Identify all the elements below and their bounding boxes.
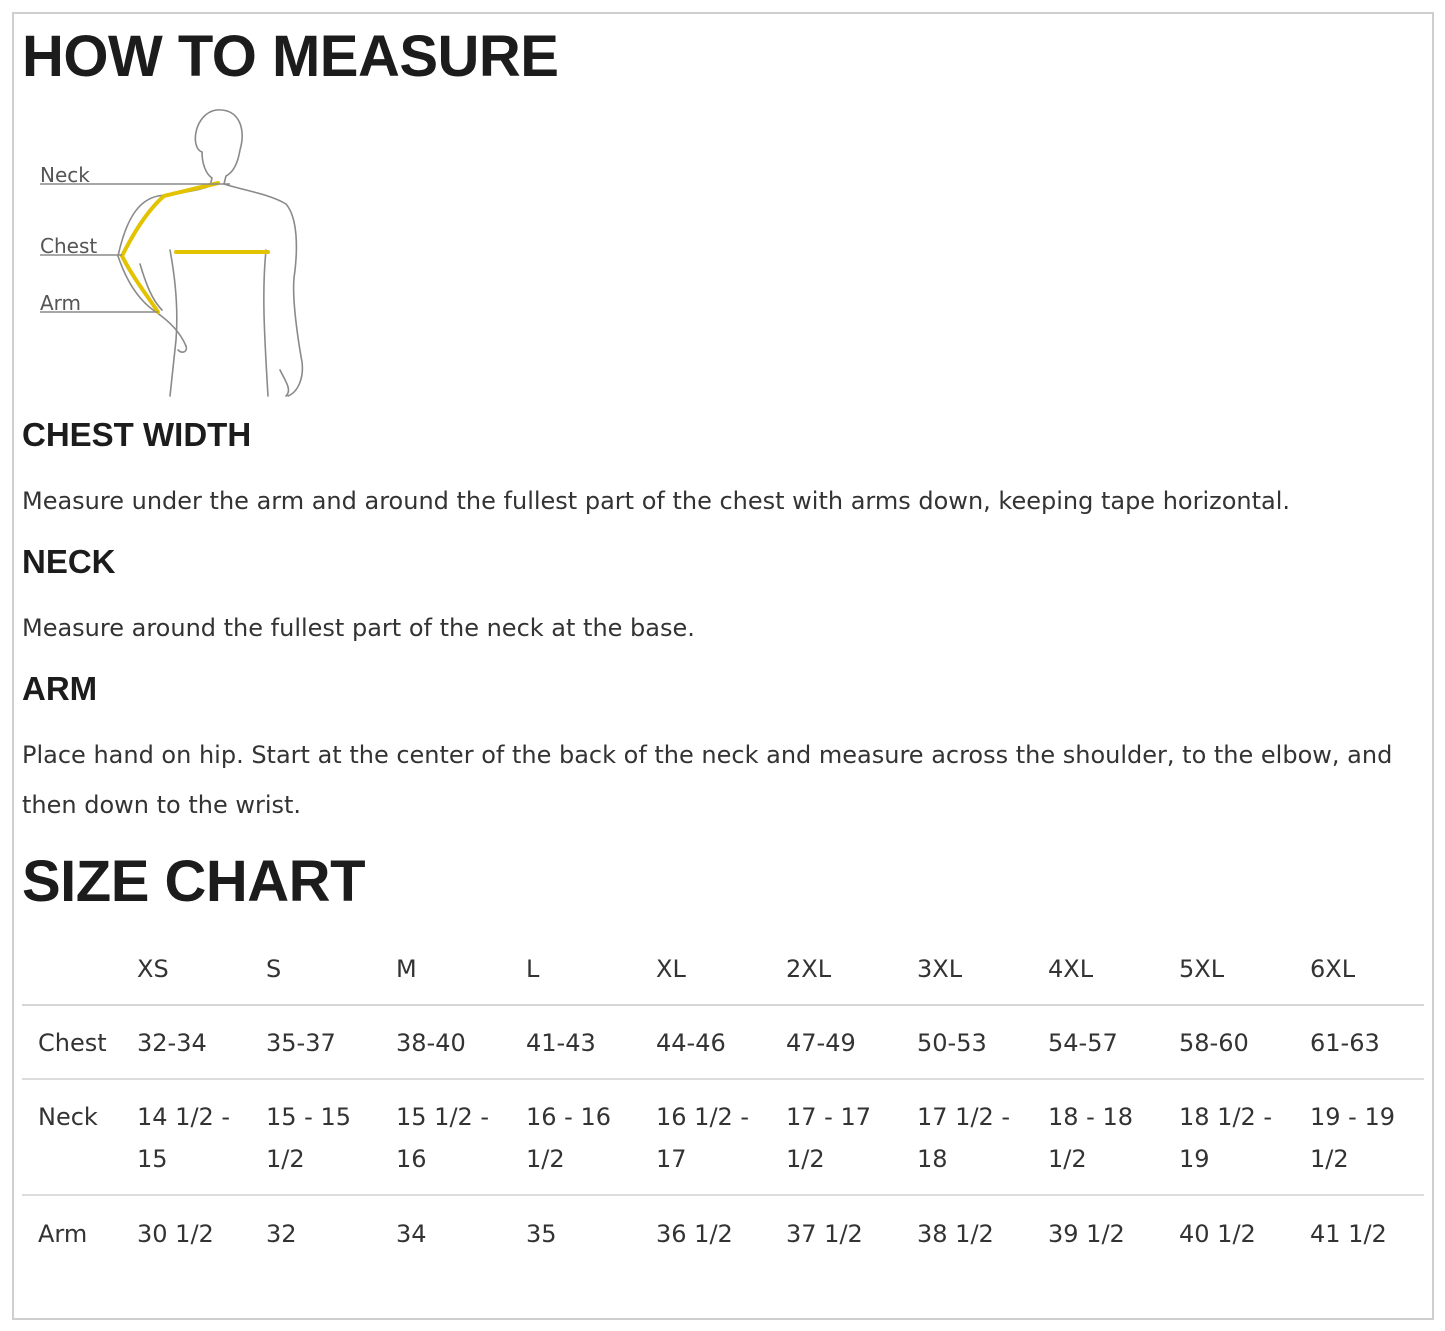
chest-width-heading: CHEST WIDTH (22, 416, 252, 453)
table-cell: 18 - 18 1/2 (1048, 1079, 1179, 1195)
arm-text: Place hand on hip. Start at the center of the back of the neck and measure across the shoulder, to the elbow, and then down to the wrist. (22, 741, 1393, 819)
table-row-neck (22, 1079, 1424, 1195)
header-cell: M (396, 935, 526, 1005)
table-cell: 36 1/2 (656, 1220, 733, 1248)
table-cell: 32-34 (137, 1005, 266, 1079)
table-cell: 34 (396, 1220, 427, 1248)
chest-width-text: Measure under the arm and around the fullest part of the chest with arms down, keeping tape horizontal. (22, 487, 1291, 515)
table-cell: 39 1/2 (1048, 1220, 1125, 1248)
header-cell: XL (656, 935, 786, 1005)
header-cell: L (526, 935, 656, 1005)
table-cell: 38-40 (396, 1005, 526, 1079)
header-cell: XS (137, 935, 266, 1005)
table-cell: 15 1/2 - 16 (396, 1079, 526, 1195)
table-cell: 30 1/2 (137, 1220, 214, 1248)
table-cell: 17 - 17 1/2 (786, 1079, 917, 1195)
table-cell: 35 (526, 1220, 557, 1248)
table-row-chest (22, 1005, 1424, 1079)
header-cell: 3XL (917, 935, 1048, 1005)
table-row-arm (22, 1195, 1424, 1271)
table-cell: 41-43 (526, 1005, 656, 1079)
table-cell: 14 1/2 - 15 (137, 1079, 266, 1195)
how-to-measure-title: HOW TO MEASURE (22, 24, 559, 89)
header-cell: 6XL (1310, 935, 1424, 1005)
size-chart-title: SIZE CHART (22, 849, 365, 914)
table-cell: 32 (266, 1220, 297, 1248)
figure-label-arm: Arm (40, 291, 82, 315)
row-label: Arm (38, 1220, 88, 1248)
table-cell: 15 - 15 1/2 (266, 1079, 396, 1195)
table-cell: 16 1/2 - 17 (656, 1079, 786, 1195)
table-cell: 44-46 (656, 1005, 786, 1079)
row-label: Chest (22, 1005, 137, 1079)
row-label: Neck (22, 1079, 137, 1195)
table-cell: 19 - 19 1/2 (1310, 1079, 1424, 1195)
table-cell: 18 1/2 - 19 (1179, 1079, 1310, 1195)
table-cell: 35-37 (266, 1005, 396, 1079)
size-chart-table (22, 935, 1424, 1271)
figure-label-chest: Chest (40, 234, 98, 258)
header-cell: 2XL (786, 935, 917, 1005)
header-cell: 4XL (1048, 935, 1179, 1005)
table-cell: 38 1/2 (917, 1220, 994, 1248)
table-cell: 41 1/2 (1310, 1220, 1387, 1248)
table-cell: 37 1/2 (786, 1220, 863, 1248)
table-cell: 58-60 (1179, 1005, 1310, 1079)
table-cell: 54-57 (1048, 1005, 1179, 1079)
neck-text: Measure around the fullest part of the neck at the base. (22, 614, 695, 642)
figure-label-neck: Neck (40, 163, 90, 187)
table-cell: 17 1/2 - 18 (917, 1079, 1048, 1195)
header-cell: S (266, 935, 396, 1005)
head-outline (195, 110, 242, 184)
size-header-row (22, 935, 1424, 1005)
table-cell: 16 - 16 1/2 (526, 1079, 656, 1195)
table-cell: 40 1/2 (1179, 1220, 1256, 1248)
table-cell: 50-53 (917, 1005, 1048, 1079)
arm-heading: ARM (22, 670, 98, 707)
measurement-figure (30, 100, 320, 400)
neck-heading: NECK (22, 543, 116, 580)
header-cell: 5XL (1179, 935, 1310, 1005)
table-cell: 61-63 (1310, 1005, 1424, 1079)
header-cell (22, 935, 137, 1005)
table-cell: 47-49 (786, 1005, 917, 1079)
